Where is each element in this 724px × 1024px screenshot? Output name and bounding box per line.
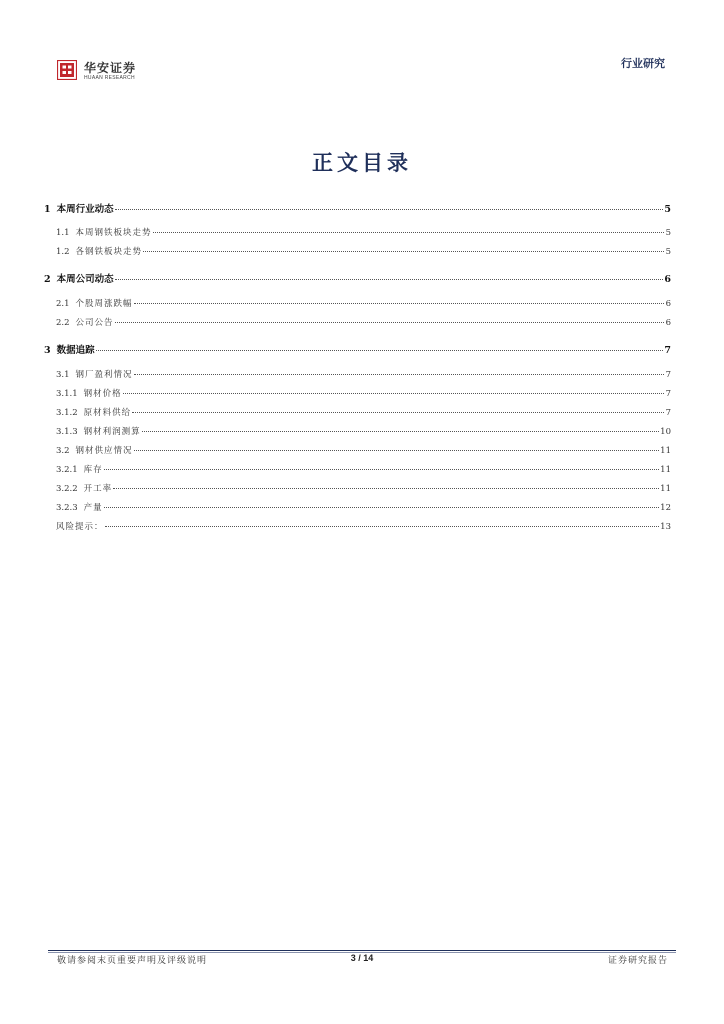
toc-entry-number: 2.2 xyxy=(56,318,70,328)
toc-entry[interactable] xyxy=(56,463,671,475)
toc-entry-number: 2.1 xyxy=(56,299,70,309)
toc-entry[interactable] xyxy=(56,316,671,328)
toc-entry-number: 3.2.1 xyxy=(56,465,78,475)
toc-entry-page: 6 xyxy=(665,318,671,328)
toc-entry-label: 本周钢铁板块走势 xyxy=(75,228,152,238)
toc-entry[interactable] xyxy=(44,342,671,356)
toc-entry-label: 个股周涨跌幅 xyxy=(75,299,133,309)
toc-entry-label: 钢材供应情况 xyxy=(75,446,133,456)
report-type-label: 行业研究 xyxy=(621,57,665,70)
toc-entry-label: 钢材价格 xyxy=(83,389,122,399)
toc-entry-label: 公司公告 xyxy=(75,318,114,328)
toc-entry-number: 1 xyxy=(44,204,51,215)
company-subtitle: HUAAN RESEARCH xyxy=(84,75,135,81)
toc-entry-number: 1.1 xyxy=(56,228,70,238)
footer-doc-type: 证券研究报告 xyxy=(607,956,668,966)
toc-entry[interactable] xyxy=(44,201,671,215)
toc-entry-number: 3.1.2 xyxy=(56,408,78,418)
toc-entry-label: 钢材利润测算 xyxy=(83,427,141,437)
toc-entry-number: 3.2.2 xyxy=(56,484,78,494)
toc-entry-page: 5 xyxy=(665,247,671,257)
toc-entry[interactable] xyxy=(56,425,671,437)
toc-entry-leader xyxy=(104,469,660,470)
toc-entry-leader xyxy=(104,507,660,508)
toc-entry-number: 3.1.1 xyxy=(56,389,78,399)
toc-entry-page: 7 xyxy=(665,389,671,399)
toc-entry-page: 13 xyxy=(660,522,671,532)
toc-entry-page: 5 xyxy=(665,228,671,238)
toc-entry-label: 本周公司动态 xyxy=(56,274,114,285)
toc-entry-label: 原材料供给 xyxy=(83,408,132,418)
toc-entry-label: 钢厂盈利情况 xyxy=(75,370,133,380)
footer-disclaimer: 敬请参阅末页重要声明及评级说明 xyxy=(57,956,208,966)
toc-entry-page: 5 xyxy=(664,204,671,215)
toc-entry-label: 本周行业动态 xyxy=(56,204,114,215)
toc-entry-leader xyxy=(142,431,660,432)
toc-entry[interactable] xyxy=(56,368,671,380)
toc-entry[interactable] xyxy=(56,297,671,309)
toc-entry-leader xyxy=(96,350,664,351)
toc-entry-leader xyxy=(134,450,660,451)
toc-entry-page: 10 xyxy=(660,427,671,437)
toc-entry-page: 7 xyxy=(665,408,671,418)
toc-entry-number: 3.1.3 xyxy=(56,427,78,437)
toc-entry[interactable] xyxy=(56,520,671,532)
toc-entry-page: 7 xyxy=(665,370,671,380)
toc-entry-leader xyxy=(115,279,664,280)
toc-entry-page: 11 xyxy=(660,446,671,456)
toc-entry[interactable] xyxy=(56,226,671,238)
toc-entry[interactable] xyxy=(56,444,671,456)
toc-entry[interactable] xyxy=(56,501,671,513)
toc-entry-leader xyxy=(115,209,664,210)
toc-entry-page: 6 xyxy=(665,299,671,309)
toc-entry-page: 6 xyxy=(664,274,671,285)
toc-entry[interactable] xyxy=(56,482,671,494)
toc-entry-page: 11 xyxy=(660,465,671,475)
toc-entry-leader xyxy=(113,488,659,489)
toc-entry-number: 2 xyxy=(44,274,51,285)
toc-entry-label: 风险提示： xyxy=(56,522,104,532)
toc-entry-label: 数据追踪 xyxy=(56,345,95,356)
toc-entry[interactable] xyxy=(56,387,671,399)
toc-entry[interactable] xyxy=(56,406,671,418)
toc-entry-number: 3.2 xyxy=(56,446,70,456)
toc-entry-number: 3.1 xyxy=(56,370,70,380)
toc-entry-label: 库存 xyxy=(83,465,103,475)
toc-entry-leader xyxy=(105,526,660,527)
toc-entry-label: 各钢铁板块走势 xyxy=(75,247,143,257)
toc-entry-number: 3.2.3 xyxy=(56,503,78,513)
toc-entry-leader xyxy=(134,303,664,304)
toc-entry-leader xyxy=(134,374,664,375)
toc-entry-leader xyxy=(115,322,664,323)
page-indicator: 3 / 14 xyxy=(350,953,374,963)
toc-entry-page: 7 xyxy=(664,345,671,356)
toc-entry-number: 3 xyxy=(44,345,51,356)
toc-entry-leader xyxy=(123,393,664,394)
toc-entry-label: 开工率 xyxy=(83,484,113,494)
toc-entry-leader xyxy=(143,251,664,252)
toc-entry[interactable] xyxy=(44,271,671,285)
toc-entry-page: 11 xyxy=(660,484,671,494)
company-name: 华安证券 xyxy=(84,61,137,75)
toc-entry-number: 1.2 xyxy=(56,247,70,257)
footer-divider xyxy=(48,950,676,951)
toc-entry-label: 产量 xyxy=(83,503,103,513)
page-title: 正文目录 xyxy=(312,150,412,175)
toc-entry-leader xyxy=(132,412,664,413)
toc-entry-page: 12 xyxy=(660,503,671,513)
toc-entry-leader xyxy=(153,232,664,233)
toc-entry[interactable] xyxy=(56,245,671,257)
